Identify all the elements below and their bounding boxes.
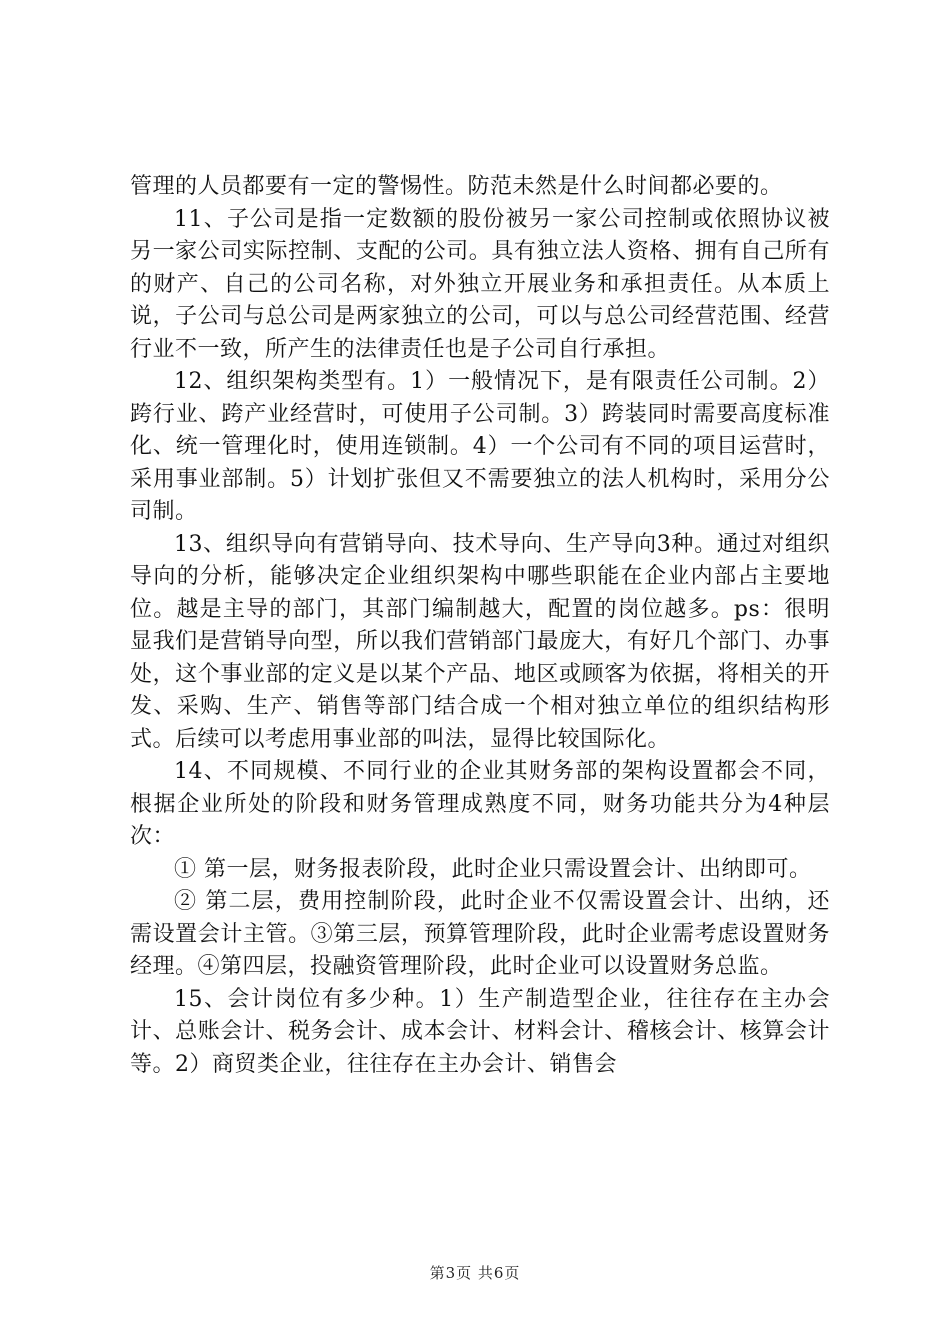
paragraph: 12、组织架构类型有。1）一般情况下，是有限责任公司制。2）跨行业、跨产业经营时，可使用子公司制。3）跨装同时需要高度标准化、统一管理化时，使用连锁制。4）一个公司有不同的项目运营时，采用事业部制。5）计划扩张但又不需要独立的法人机构时，采用分公司制。 <box>130 369 830 524</box>
page-footer: 第3页 共6页 <box>429 1264 521 1282</box>
paragraph: 11、子公司是指一定数额的股份被另一家公司控制或依照协议被另一家公司实际控制、支配的公司。具有独立法人资格、拥有自己所有的财产、自己的公司名称，对外独立开展业务和承担责任。从本质上说，子公司与总公司是两家独立的公司，可以与总公司经营范围、经营行业不一致，所产生的法律责任也是子公司自行承担。 <box>130 206 830 362</box>
paragraph: ② 第二层，费用控制阶段，此时企业不仅需设置会计、出纳，还需设置会计主管。③第三层，预算管理阶段，此时企业需考虑设置财务经理。④第四层，投融资管理阶段，此时企业可以设置财务总监。 <box>130 889 830 979</box>
paragraph: 13、组织导向有营销导向、技术导向、生产导向3种。通过对组织导向的分析，能够决定企业组织架构中哪些职能在企业内部占主要地位。越是主导的部门，其部门编制越大，配置的岗位越多。ps：很明显我们是营销导向型，所以我们营销部门最庞大，有好几个部门、办事处，这个事业部的定义是以某个产品、地区或顾客为依据，将相关的开发、采购、生产、销售等部门结合成一个相对独立单位的组织结构形式。后续可以考虑用事业部的叫法，显得比较国际化。 <box>130 531 830 752</box>
paragraph: ① 第一层，财务报表阶段，此时企业只需设置会计、出纳即可。 <box>174 856 812 882</box>
document-body <box>130 171 830 1081</box>
paragraph: 14、不同规模、不同行业的企业其财务部的架构设置都会不同，根据企业所处的阶段和财务管理成熟度不同，财务功能共分为4种层次： <box>130 759 830 849</box>
paragraph: 15、会计岗位有多少种。1）生产制造型企业，往往存在主办会计、总账会计、税务会计、成本会计、材料会计、稽核会计、核算会计等。2）商贸类企业，往往存在主办会计、销售会 <box>130 986 830 1077</box>
paragraph: 管理的人员都要有一定的警惕性。防范未然是什么时间都必要的。 <box>130 174 783 199</box>
